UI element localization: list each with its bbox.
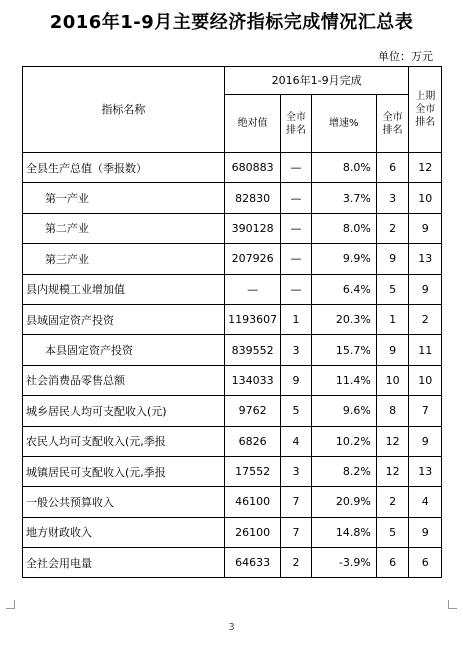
prev-rank-cell: 9 bbox=[409, 274, 442, 304]
table-row bbox=[23, 274, 442, 304]
growth-rate-cell: 9.6% bbox=[311, 396, 376, 426]
indicator-name-cell: 县域固定资产投资 bbox=[23, 304, 225, 334]
absolute-value-cell: 46100 bbox=[224, 487, 280, 517]
city-rank-cell: 7 bbox=[281, 517, 311, 547]
prev-rank-cell: 11 bbox=[409, 335, 442, 365]
table-row bbox=[23, 213, 442, 243]
prev-rank-cell: 10 bbox=[409, 365, 442, 395]
document-title: 2016年1-9月主要经济指标完成情况汇总表 bbox=[49, 12, 414, 33]
growth-rank-cell: 1 bbox=[376, 304, 409, 334]
indicator-name-cell: 城乡居民人均可支配收入(元) bbox=[23, 396, 225, 426]
page-corner-mark-left bbox=[6, 600, 15, 609]
prev-rank-cell: 13 bbox=[409, 456, 442, 486]
city-rank-cell: 9 bbox=[281, 365, 311, 395]
growth-rank-cell: 6 bbox=[376, 153, 409, 183]
indicator-name-cell: 全社会用电量 bbox=[23, 548, 225, 578]
prev-rank-cell: 2 bbox=[409, 304, 442, 334]
city-rank-cell: — bbox=[281, 213, 311, 243]
growth-rank-cell: 12 bbox=[376, 426, 409, 456]
growth-rank-cell: 10 bbox=[376, 365, 409, 395]
page-number: 3 bbox=[228, 622, 235, 633]
city-rank-cell: — bbox=[281, 153, 311, 183]
growth-rank-cell: 9 bbox=[376, 335, 409, 365]
indicator-name-cell: 第二产业 bbox=[23, 213, 225, 243]
indicators-table bbox=[22, 66, 442, 578]
absolute-value-cell: 64633 bbox=[224, 548, 280, 578]
city-rank-cell: 1 bbox=[281, 304, 311, 334]
indicator-name-cell: 全县生产总值（季报数） bbox=[23, 153, 225, 183]
prev-rank-cell: 12 bbox=[409, 153, 442, 183]
table-row bbox=[23, 153, 442, 183]
indicator-name-cell: 第三产业 bbox=[23, 244, 225, 274]
growth-rate-cell: 9.9% bbox=[311, 244, 376, 274]
growth-rate-cell: 8.2% bbox=[311, 456, 376, 486]
header-city-rank-2: 全市排名 bbox=[376, 95, 409, 153]
absolute-value-cell: 82830 bbox=[224, 183, 280, 213]
indicator-name-cell: 社会消费品零售总额 bbox=[23, 365, 225, 395]
table-row bbox=[23, 517, 442, 547]
growth-rate-cell: 14.8% bbox=[311, 517, 376, 547]
prev-rank-cell: 4 bbox=[409, 487, 442, 517]
header-period-group: 2016年1-9月完成 bbox=[224, 67, 409, 95]
indicator-name-cell: 地方财政收入 bbox=[23, 517, 225, 547]
table-row bbox=[23, 365, 442, 395]
absolute-value-cell: 26100 bbox=[224, 517, 280, 547]
growth-rank-cell: 3 bbox=[376, 183, 409, 213]
growth-rate-cell: 20.9% bbox=[311, 487, 376, 517]
header-indicator-name: 指标名称 bbox=[23, 67, 225, 153]
city-rank-cell: — bbox=[281, 274, 311, 304]
growth-rate-cell: 6.4% bbox=[311, 274, 376, 304]
absolute-value-cell: — bbox=[224, 274, 280, 304]
city-rank-cell: 3 bbox=[281, 456, 311, 486]
growth-rate-cell: 8.0% bbox=[311, 153, 376, 183]
prev-rank-cell: 10 bbox=[409, 183, 442, 213]
prev-rank-cell: 9 bbox=[409, 517, 442, 547]
absolute-value-cell: 207926 bbox=[224, 244, 280, 274]
growth-rank-cell: 2 bbox=[376, 213, 409, 243]
absolute-value-cell: 134033 bbox=[224, 365, 280, 395]
growth-rank-cell: 5 bbox=[376, 274, 409, 304]
growth-rate-cell: 3.7% bbox=[311, 183, 376, 213]
indicator-name-cell: 城镇居民可支配收入(元,季报 bbox=[23, 456, 225, 486]
growth-rank-cell: 2 bbox=[376, 487, 409, 517]
header-prev-rank: 上期全市排名 bbox=[409, 67, 442, 153]
growth-rank-cell: 12 bbox=[376, 456, 409, 486]
absolute-value-cell: 390128 bbox=[224, 213, 280, 243]
prev-rank-cell: 6 bbox=[409, 548, 442, 578]
prev-rank-cell: 7 bbox=[409, 396, 442, 426]
page-corner-mark-right bbox=[448, 600, 457, 609]
header-absolute: 绝对值 bbox=[224, 95, 280, 153]
header-growth: 增速% bbox=[311, 95, 376, 153]
city-rank-cell: 3 bbox=[281, 335, 311, 365]
city-rank-cell: — bbox=[281, 183, 311, 213]
growth-rate-cell: 15.7% bbox=[311, 335, 376, 365]
city-rank-cell: — bbox=[281, 244, 311, 274]
absolute-value-cell: 1193607 bbox=[224, 304, 280, 334]
header-city-rank-1: 全市排名 bbox=[281, 95, 311, 153]
table-row bbox=[23, 335, 442, 365]
absolute-value-cell: 6826 bbox=[224, 426, 280, 456]
growth-rank-cell: 6 bbox=[376, 548, 409, 578]
table-row bbox=[23, 487, 442, 517]
prev-rank-cell: 9 bbox=[409, 426, 442, 456]
absolute-value-cell: 9762 bbox=[224, 396, 280, 426]
growth-rate-cell: 8.0% bbox=[311, 213, 376, 243]
growth-rate-cell: 11.4% bbox=[311, 365, 376, 395]
growth-rank-cell: 8 bbox=[376, 396, 409, 426]
table-row bbox=[23, 548, 442, 578]
city-rank-cell: 2 bbox=[281, 548, 311, 578]
prev-rank-cell: 9 bbox=[409, 213, 442, 243]
indicator-name-cell: 第一产业 bbox=[23, 183, 225, 213]
table-row bbox=[23, 396, 442, 426]
growth-rank-cell: 5 bbox=[376, 517, 409, 547]
table-row bbox=[23, 456, 442, 486]
growth-rate-cell: 10.2% bbox=[311, 426, 376, 456]
growth-rate-cell: 20.3% bbox=[311, 304, 376, 334]
absolute-value-cell: 680883 bbox=[224, 153, 280, 183]
absolute-value-cell: 17552 bbox=[224, 456, 280, 486]
table-row bbox=[23, 244, 442, 274]
indicator-name-cell: 本县固定资产投资 bbox=[23, 335, 225, 365]
city-rank-cell: 4 bbox=[281, 426, 311, 456]
city-rank-cell: 7 bbox=[281, 487, 311, 517]
unit-label: 单位：万元 bbox=[378, 50, 433, 63]
growth-rate-cell: -3.9% bbox=[311, 548, 376, 578]
indicator-name-cell: 一般公共预算收入 bbox=[23, 487, 225, 517]
table-row bbox=[23, 304, 442, 334]
table-row bbox=[23, 426, 442, 456]
city-rank-cell: 5 bbox=[281, 396, 311, 426]
growth-rank-cell: 9 bbox=[376, 244, 409, 274]
table-row bbox=[23, 183, 442, 213]
indicator-name-cell: 县内规模工业增加值 bbox=[23, 274, 225, 304]
absolute-value-cell: 839552 bbox=[224, 335, 280, 365]
prev-rank-cell: 13 bbox=[409, 244, 442, 274]
indicator-name-cell: 农民人均可支配收入(元,季报 bbox=[23, 426, 225, 456]
